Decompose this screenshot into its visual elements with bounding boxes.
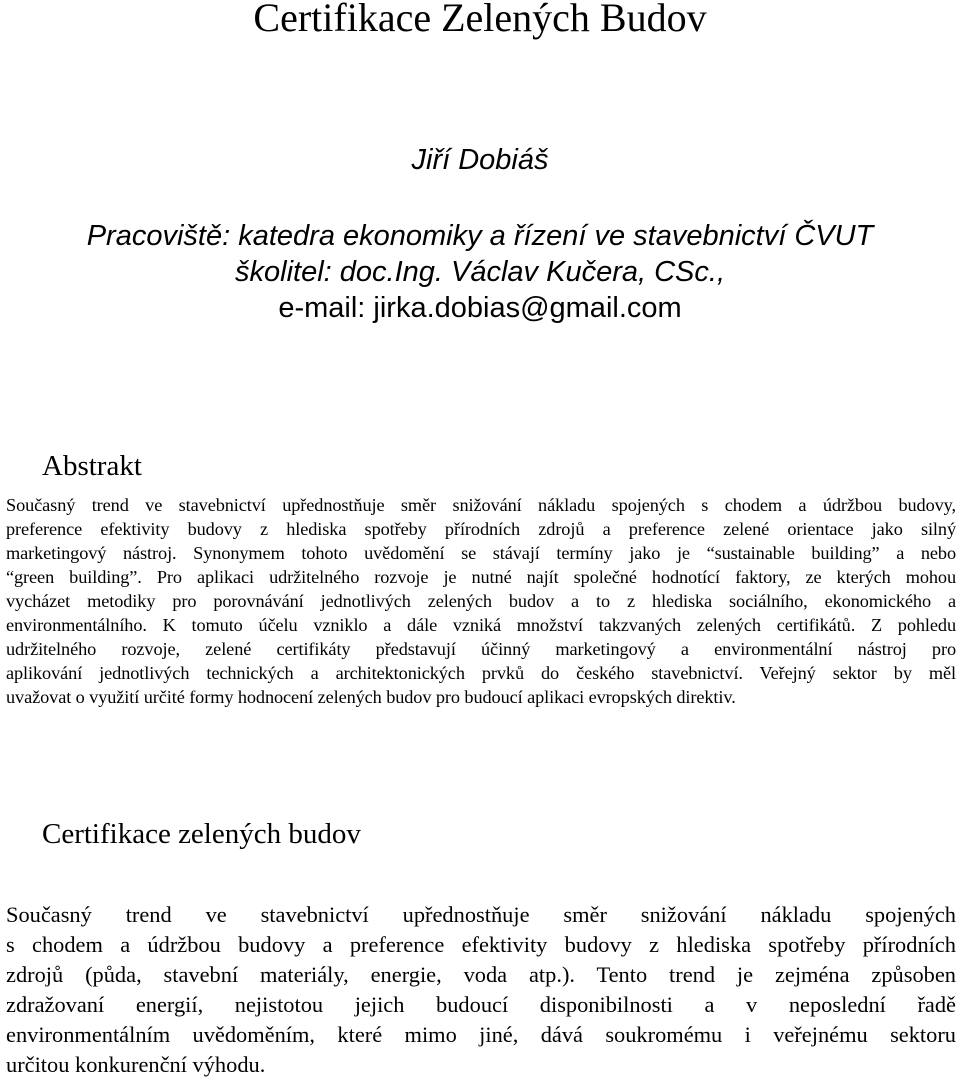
abstract-line: uvažovat o využití určité formy hodnocení zelených budov pro budoucí aplikaci evropských direktiv. xyxy=(6,687,736,707)
author-block xyxy=(0,142,960,326)
section-line: zdrojů (půda, stavební materiály, energie, voda atp.). Tento trend je zejména způsoben xyxy=(6,962,956,987)
abstract-line: Současný trend ve stavebnictví upřednostňuje směr snižování nákladu spojených s chodem a údržbou budovy, xyxy=(6,495,956,515)
abstract-line: marketingový nástroj. Synonymem tohoto uvědomění se stávají termíny jako je “sustainable building” a nebo xyxy=(6,543,956,563)
section-line: Současný trend ve stavebnictví upřednostňuje směr snižování nákladu spojených xyxy=(6,902,956,927)
abstract-line: preference efektivity budovy z hlediska spotřeby přírodních zdrojů a preference zelené orientace jako silný xyxy=(6,519,956,539)
section-line: určitou konkurenční výhodu. xyxy=(6,1052,266,1077)
author-email: e-mail: jirka.dobias@gmail.com xyxy=(278,292,682,324)
section-line: s chodem a údržbou budovy a preference efektivity budovy z hlediska spotřeby přírodních xyxy=(6,932,956,957)
abstract-text xyxy=(6,493,956,709)
section-line: environmentálním uvědoměním, které mimo jiné, dává soukromému i veřejnému sektoru xyxy=(6,1022,956,1047)
spacer xyxy=(0,178,960,218)
abstract-line: aplikování jednotlivých technických a architektonických prvků do českého stavebnictví. Veřejný sektor by měl xyxy=(6,663,956,683)
section-text xyxy=(6,900,956,1080)
abstract-heading: Abstrakt xyxy=(42,450,142,482)
abstract-line: udržitelného rozvoje, zelené certifikáty představují účinný marketingový a environmentální nástroj pro xyxy=(6,639,956,659)
abstract-line: vycházet metodiky pro porovnávání jednotlivých zelených budov a to z hlediska sociálního, ekonomického a xyxy=(6,591,956,611)
author-name: Jiří Dobiáš xyxy=(411,144,549,176)
section-heading: Certifikace zelených budov xyxy=(42,818,361,850)
page-title: Certifikace Zelených Budov xyxy=(253,0,707,40)
section-line: zdražovaní energií, nejistotou jejich budoucí disponibilnosti a v neposlední řadě xyxy=(6,992,956,1017)
abstract-line: “green building”. Pro aplikaci udržitelného rozvoje je nutné najít společné hodnotící faktory, ze kterých mohou xyxy=(6,567,956,587)
abstract-line: environmentálního. K tomuto účelu vzniklo a dále vzniká množství takzvaných zelených certifikátů. Z pohledu xyxy=(6,615,956,635)
supervisor-line: školitel: doc.Ing. Václav Kučera, CSc., xyxy=(235,256,725,288)
affiliation-line: Pracoviště: katedra ekonomiky a řízení ve stavebnictví ČVUT xyxy=(86,220,874,252)
